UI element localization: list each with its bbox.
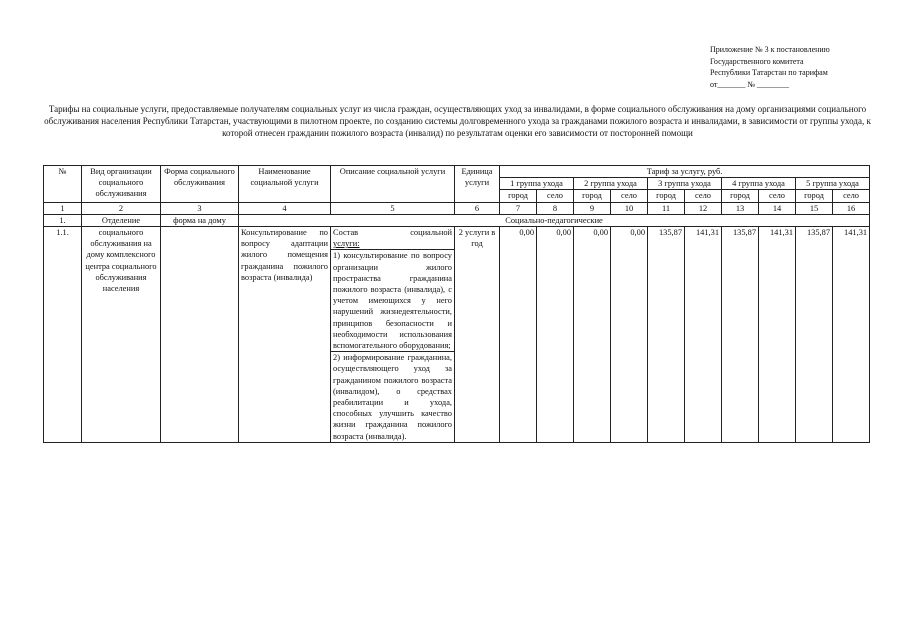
section-org-type: Отделение	[82, 214, 161, 226]
column-number: 15	[796, 202, 833, 214]
column-number: 5	[331, 202, 455, 214]
tariff-value: 135,87	[648, 227, 685, 443]
appendix-block	[710, 44, 900, 90]
header-group: 2 группа ухода	[574, 178, 648, 190]
section-row	[44, 214, 870, 226]
description-heading	[331, 227, 454, 250]
header-village: село	[833, 190, 870, 202]
column-number-row	[44, 202, 870, 214]
appendix-line: от_______ № ________	[710, 79, 790, 89]
row-form	[161, 227, 239, 443]
tariff-table	[43, 165, 870, 443]
header-num: №	[44, 166, 82, 203]
header-row	[44, 166, 870, 178]
appendix-line: Государственного комитета	[710, 56, 804, 66]
section-form: форма на дому	[161, 214, 239, 226]
header-tariff: Тариф за услугу, руб.	[500, 166, 870, 178]
header-village: село	[611, 190, 648, 202]
column-number: 12	[685, 202, 722, 214]
section-title: Социально-педагогические	[239, 214, 870, 226]
appendix-line: Республики Татарстан по тарифам	[710, 68, 828, 77]
tariff-value: 135,87	[722, 227, 759, 443]
header-group: 3 группа ухода	[648, 178, 722, 190]
row-unit: 2 услуги в год	[455, 227, 500, 443]
header-city: город	[500, 190, 537, 202]
header-group: 1 группа ухода	[500, 178, 574, 190]
column-number: 10	[611, 202, 648, 214]
column-number: 11	[648, 202, 685, 214]
header-village: село	[537, 190, 574, 202]
tariff-value: 0,00	[574, 227, 611, 443]
tariff-value: 141,31	[759, 227, 796, 443]
column-number: 9	[574, 202, 611, 214]
tariff-value: 141,31	[833, 227, 870, 443]
row-num: 1.1.	[44, 227, 82, 443]
header-description: Описание социальной услуги	[331, 166, 455, 203]
header-city: город	[574, 190, 611, 202]
column-number: 14	[759, 202, 796, 214]
table-row	[44, 227, 870, 443]
header-org-type: Вид организации социального обслуживания	[82, 166, 161, 203]
header-city: город	[796, 190, 833, 202]
description-item-2: 2) информирование гражданина, осуществляющего уход за гражданином пожилого возраста (инвалидом), о средствах реабилитации и ухода, способных улучшить качество жизни гражданина пожилого возраста (инвалида).	[333, 353, 452, 441]
column-number: 16	[833, 202, 870, 214]
row-org-type: социального обслуживания на дому комплексного центра социального обслуживания населения	[82, 227, 161, 443]
tariff-value: 0,00	[500, 227, 537, 443]
tariff-value: 141,31	[685, 227, 722, 443]
document-title: Тарифы на социальные услуги, предоставляемые получателям социальных услуг из числа граждан, осуществляющих уход за инвалидами, в форме социального обслуживания на дому организациями социального обслуживания населения Республики Татарстан, участвующими в пилотном проекте, по созданию системы долговременного ухода за гражданами пожилого возраста и инвалидами, в зависимости от группы ухода, к которой отнесен гражданин пожилого возраста (инвалид) по результатам оценки его зависимости от посторонней помощи	[44, 104, 871, 138]
tariff-value: 0,00	[611, 227, 648, 443]
row-service-name: Консультирование по вопросу адаптации жилого помещения гражданина пожилого возраста (инвалида)	[239, 227, 331, 443]
header-service-name: Наименование социальной услуги	[239, 166, 331, 203]
header-group: 4 группа ухода	[722, 178, 796, 190]
header-unit: Единица услуги	[455, 166, 500, 203]
description-heading-right: социальной	[410, 228, 452, 238]
description-item-1: 1) консультирование по вопросу организации жилого пространства гражданина пожилого возраста (инвалида), с учетом имеющихся у него нарушений жизнедеятельности, принципов безопасности и необходимости использования вспомогательного оборудования;	[333, 251, 452, 351]
tariff-value: 135,87	[796, 227, 833, 443]
section-num: 1.	[44, 214, 82, 226]
header-village: село	[685, 190, 722, 202]
column-number: 1	[44, 202, 82, 214]
column-number: 13	[722, 202, 759, 214]
column-number: 8	[537, 202, 574, 214]
tariff-value: 0,00	[537, 227, 574, 443]
header-form: Форма социального обслуживания	[161, 166, 239, 203]
column-number: 2	[82, 202, 161, 214]
header-village: село	[759, 190, 796, 202]
column-number: 6	[455, 202, 500, 214]
description-heading-left: Состав	[333, 228, 359, 238]
description-heading-tail: услуги:	[333, 239, 360, 249]
column-number: 7	[500, 202, 537, 214]
column-number: 4	[239, 202, 331, 214]
header-city: город	[648, 190, 685, 202]
header-group: 5 группа ухода	[796, 178, 870, 190]
header-city: город	[722, 190, 759, 202]
column-number: 3	[161, 202, 239, 214]
row-description	[331, 227, 455, 443]
appendix-line: Приложение № 3 к постановлению	[710, 45, 830, 54]
